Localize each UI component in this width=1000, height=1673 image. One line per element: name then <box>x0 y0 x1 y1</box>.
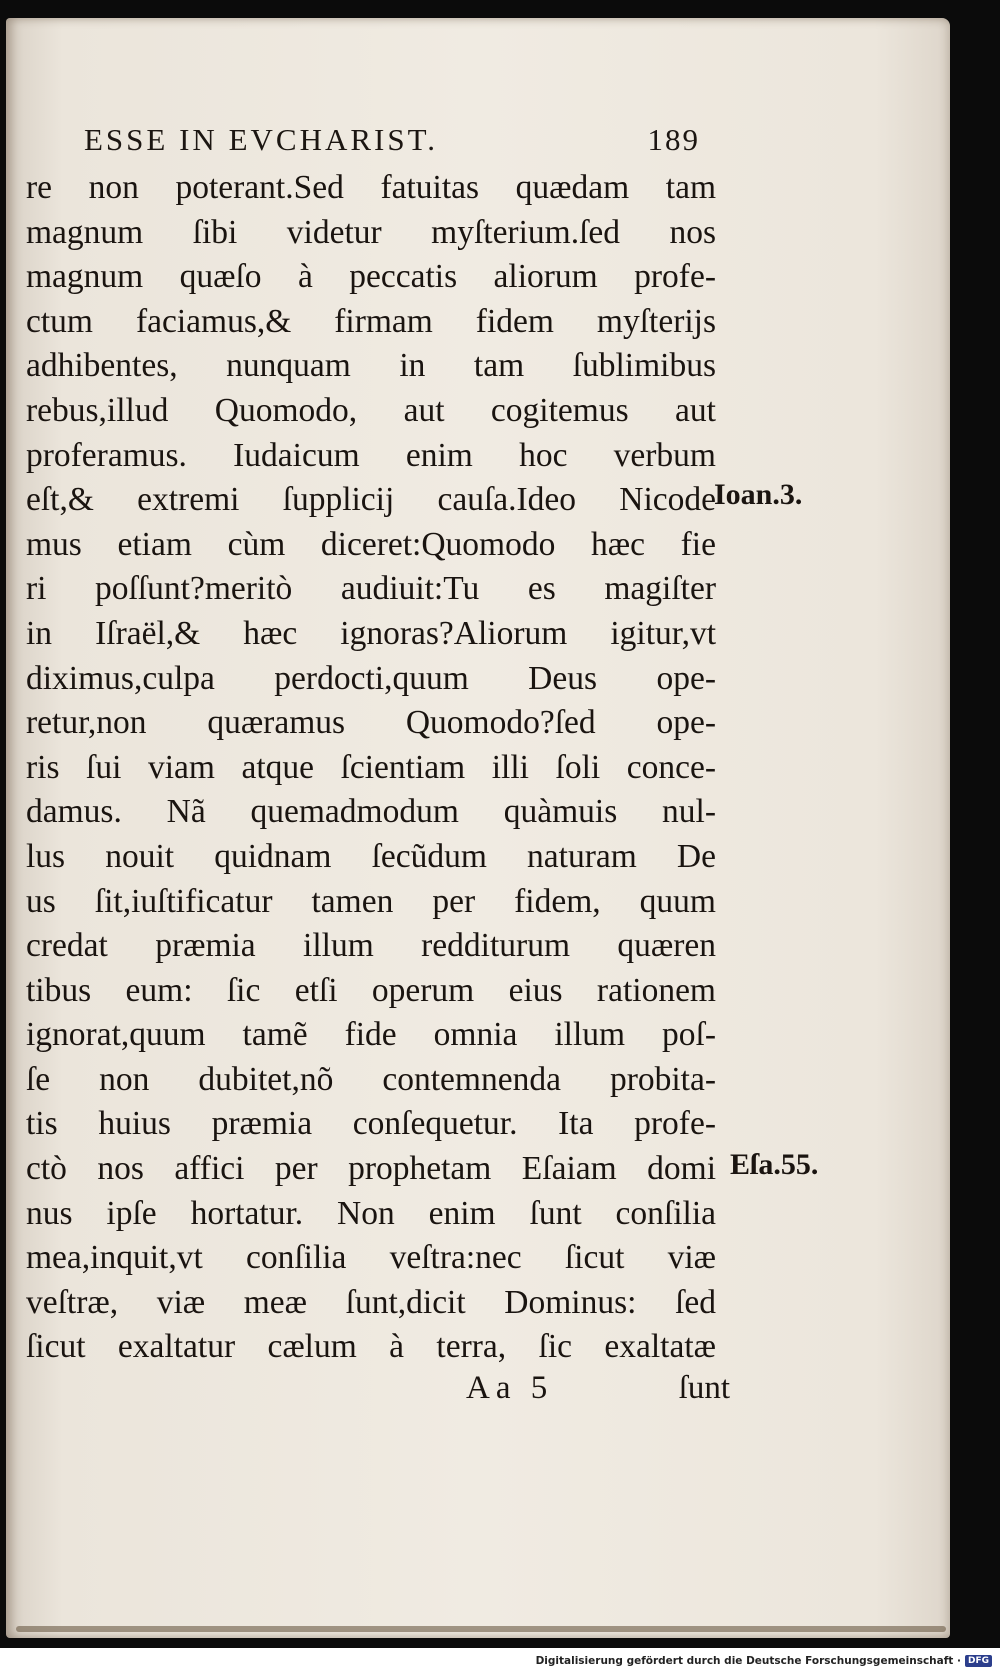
text-line: ctum faciamus,& firmam fidem myſterijs <box>26 302 716 340</box>
page-bottom-edge <box>16 1626 946 1632</box>
dfg-logo: DFG <box>965 1655 992 1667</box>
running-head-title: ESSE IN EVCHARIST. <box>84 122 438 157</box>
text-line: damus. Nã quemadmodum quàmuis nul- <box>26 793 716 831</box>
text-line: proferamus. Iudaicum enim hoc verbum <box>26 436 716 474</box>
text-line: ſe non dubitet,nõ contemnenda probita- <box>26 1060 716 1098</box>
text-line: credat præmia illum redditurum quæren <box>26 927 716 965</box>
text-line: adhibentes, nunquam in tam ſublimibus <box>26 347 716 385</box>
text-line: magnum quæſo à peccatis aliorum profe- <box>26 258 716 296</box>
text-line: magnum ſibi videtur myſterium.ſed nos <box>26 213 716 251</box>
text-line: diximus,culpa perdocti,quum Deus ope- <box>26 659 716 697</box>
text-line: retur,non quæramus Quomodo?ſed ope- <box>26 704 716 742</box>
running-head <box>84 122 700 158</box>
text-line: mea,inquit,vt conſilia veſtra:nec ſicut viæ <box>26 1239 716 1277</box>
text-line: ignorat,quum tamẽ fide omnia illum poſ- <box>26 1016 716 1054</box>
margin-note-ioan: Ioan.3. <box>714 478 803 511</box>
text-line: us ſit,iuſtificatur tamen per fidem, quum <box>26 882 716 920</box>
credit-text: Digitalisierung gefördert durch die Deutsche Forschungsgemeinschaft · <box>535 1654 961 1667</box>
text-line: ri poſſunt?meritò audiuit:Tu es magiſter <box>26 570 716 608</box>
signature-mark: Aa 5 <box>466 1370 554 1406</box>
text-line: re non poterant.Sed fatuitas quædam tam <box>26 169 716 206</box>
text-line: rebus,illud Quomodo, aut cogitemus aut <box>26 391 716 429</box>
text-line: tibus eum: ſic etſi operum eius rationem <box>26 971 716 1009</box>
text-line: ctò nos affici per prophetam Eſaiam domi <box>26 1150 716 1188</box>
text-line: ris ſui viam atque ſcientiam illi ſoli conce- <box>26 748 716 786</box>
text-line: ſicut exaltatur cælum à terra, ſic exaltatæ <box>26 1328 716 1366</box>
text-line: eſt,& extremi ſupplicij cauſa.Ideo Nicode <box>26 481 716 519</box>
margin-note-esa: Eſa.55. <box>730 1148 819 1181</box>
digitization-credit <box>0 1648 1000 1673</box>
text-line: nus ipſe hortatur. Non enim ſunt conſilia <box>26 1194 716 1232</box>
page-foot <box>466 1370 730 1407</box>
body-text <box>26 166 716 1370</box>
catchword: ſunt <box>678 1370 730 1406</box>
text-line: mus etiam cùm diceret:Quomodo hæc fie <box>26 525 716 563</box>
text-line: lus nouit quidnam ſecũdum naturam De <box>26 837 716 875</box>
page-number: 189 <box>647 122 700 157</box>
text-line: tis huius præmia conſequetur. Ita profe- <box>26 1105 716 1143</box>
text-line: in Iſraël,& hæc ignoras?Aliorum igitur,vt <box>26 614 716 652</box>
text-line: veſtræ, viæ meæ ſunt,dicit Dominus: ſed <box>26 1283 716 1321</box>
